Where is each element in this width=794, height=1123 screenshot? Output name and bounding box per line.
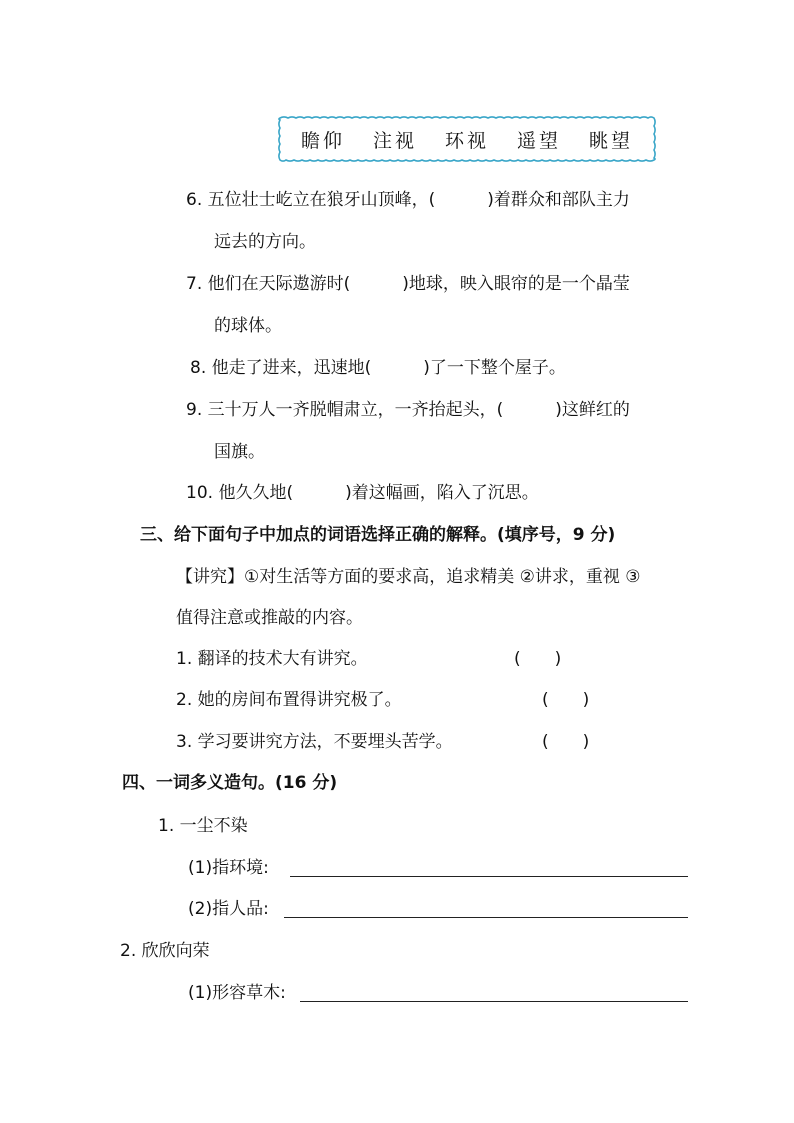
word-3: 环视 xyxy=(444,129,489,152)
question-9-line2: 国旗。 xyxy=(214,442,265,462)
section-3-heading: 三、给下面句子中加点的词语选择正确的解释。(填序号，9 分) xyxy=(140,525,616,545)
word-bank-box xyxy=(276,114,658,164)
question-8-line1: 8. 他走了进来，迅速地( )了一下整个屋子。 xyxy=(190,358,566,378)
question-7-line1: 7. 他们在天际遨游时( )地球，映入眼帘的是一个晶莹 xyxy=(186,274,630,294)
section-4-item-2-title: 2. 欣欣向荣 xyxy=(120,941,210,961)
section-4-item-1-title: 1. 一尘不染 xyxy=(158,816,248,836)
question-10-line1: 10. 他久久地( )着这幅画，陷入了沉思。 xyxy=(186,483,539,503)
section-3-item-3-answer: ( ) xyxy=(542,732,590,752)
section-4-heading: 四、一词多义造句。(16 分) xyxy=(122,773,338,793)
question-6-line2: 远去的方向。 xyxy=(214,232,316,252)
section-3-item-2: 2. 她的房间布置得讲究极了。 xyxy=(176,690,402,710)
definition-line-2: 值得注意或推敲的内容。 xyxy=(176,608,363,628)
section-3-item-3: 3. 学习要讲究方法，不要埋头苦学。 xyxy=(176,732,453,752)
section-4-item-1-sub-1: (1)指环境: xyxy=(188,858,269,878)
section-3-item-1-answer: ( ) xyxy=(514,649,562,669)
definition-line-1: 【讲究】①对生活等方面的要求高，追求精美 ②讲求，重视 ③ xyxy=(176,567,641,587)
section-3-item-1: 1. 翻译的技术大有讲究。 xyxy=(176,649,368,669)
answer-line-1[interactable] xyxy=(290,858,688,877)
section-3-item-2-answer: ( ) xyxy=(542,690,590,710)
word-1: 瞻仰 xyxy=(300,129,345,152)
answer-line-3[interactable] xyxy=(300,983,688,1002)
section-4-item-1-sub-2: (2)指人品: xyxy=(188,899,269,919)
answer-line-2[interactable] xyxy=(284,899,688,918)
section-4-item-2-sub-1: (1)形容草木: xyxy=(188,983,286,1003)
question-6-line1: 6. 五位壮士屹立在狼牙山顶峰，( )着群众和部队主力 xyxy=(186,190,630,210)
question-9-line1: 9. 三十万人一齐脱帽肃立，一齐抬起头，( )这鲜红的 xyxy=(186,400,630,420)
word-4: 遥望 xyxy=(517,129,562,152)
question-7-line2: 的球体。 xyxy=(214,316,282,336)
word-bank-words xyxy=(276,114,658,164)
word-2: 注视 xyxy=(372,129,417,152)
word-5: 眺望 xyxy=(589,129,634,152)
